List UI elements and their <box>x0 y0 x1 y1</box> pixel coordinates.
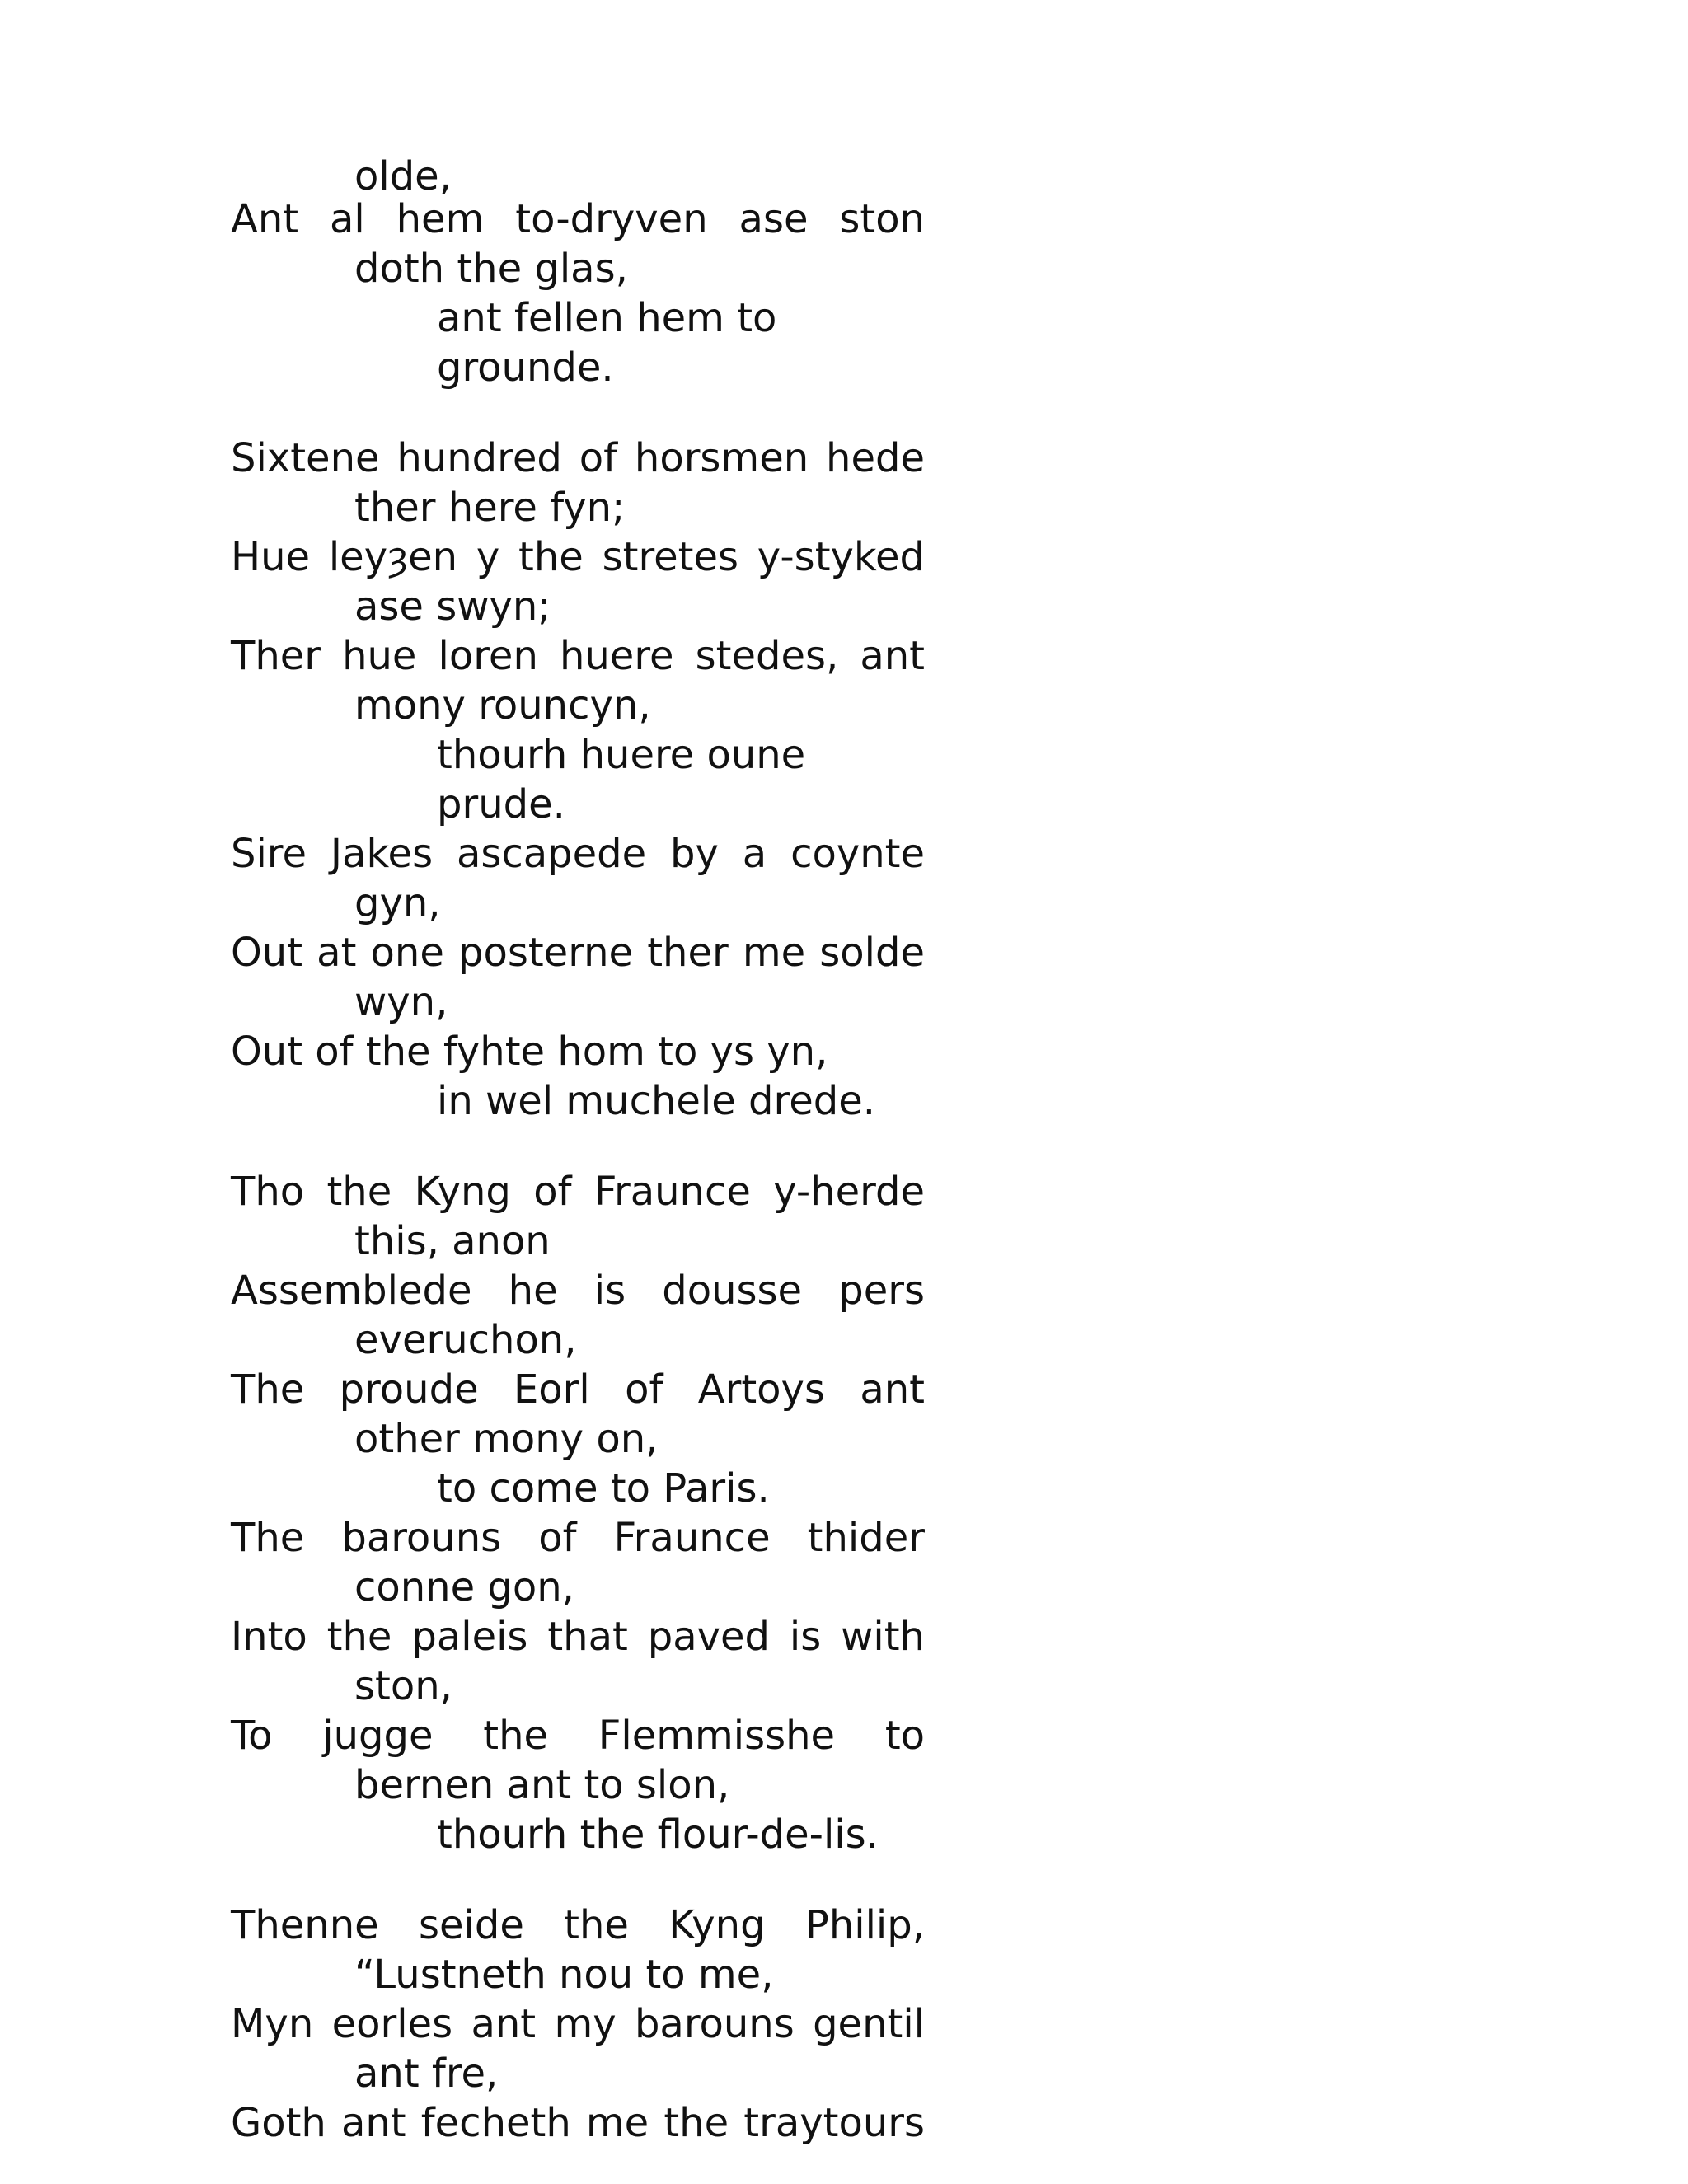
cut-off-text: olde, <box>354 153 452 199</box>
stanza <box>231 1167 925 1859</box>
cut-off-text: Goth ant fecheth me the traytours <box>231 2100 925 2146</box>
cut-off-line-top <box>231 153 925 201</box>
verse-line: Myn eorles ant my barouns gentil ant fre, <box>231 2001 925 2097</box>
verse-line: Sire Jakes ascapede by a coynte gyn, <box>231 831 925 926</box>
stanza <box>231 434 925 1126</box>
stanza <box>231 1900 925 2098</box>
refrain-line: thourh huere oune prude. <box>437 732 806 827</box>
verse-line: The barouns of Fraunce thider conne gon, <box>231 1515 925 1610</box>
verse-line: Into the paleis that paved is with ston, <box>231 1614 925 1709</box>
verse-line: Ther hue loren huere stedes, ant mony rouncyn, <box>231 633 925 729</box>
verse-line: Out of the fyhte hom to ys yn, <box>231 1029 828 1075</box>
refrain-line: in wel muchele drede. <box>437 1078 875 1124</box>
stanza-break <box>231 1859 925 1900</box>
stanza-break <box>231 1126 925 1167</box>
refrain-line: ant fellen hem to grounde. <box>437 295 777 391</box>
verse-line: The proude Eorl of Artoys ant other mony on, <box>231 1366 925 1462</box>
text-column <box>231 153 925 2146</box>
verse-line: Assemblede he is dousse pers everuchon, <box>231 1268 925 1363</box>
verse-line: Out at one posterne ther me solde wyn, <box>231 930 925 1025</box>
stanza-break <box>231 392 925 434</box>
stanza <box>231 194 925 392</box>
verse-line: Sixtene hundred of horsmen hede ther here fyn; <box>231 435 925 531</box>
cut-off-line-bottom <box>231 2098 925 2146</box>
verse-line: To jugge the Flemmisshe to bernen ant to slon, <box>231 1713 925 1808</box>
refrain-line: thourh the flour-de-lis. <box>437 1811 879 1858</box>
poem <box>231 194 925 2098</box>
verse-line: Ant al hem to-dryven ase ston doth the glas, <box>231 196 925 292</box>
verse-line: Tho the Kyng of Fraunce y-herde this, anon <box>231 1169 925 1264</box>
verse-line: Thenne seide the Kyng Philip, “Lustneth nou to me, <box>231 1902 925 1998</box>
verse-line: Hue leyȝen y the stretes y-styked ase swyn; <box>231 534 925 630</box>
refrain-line: to come to Paris. <box>437 1465 770 1511</box>
